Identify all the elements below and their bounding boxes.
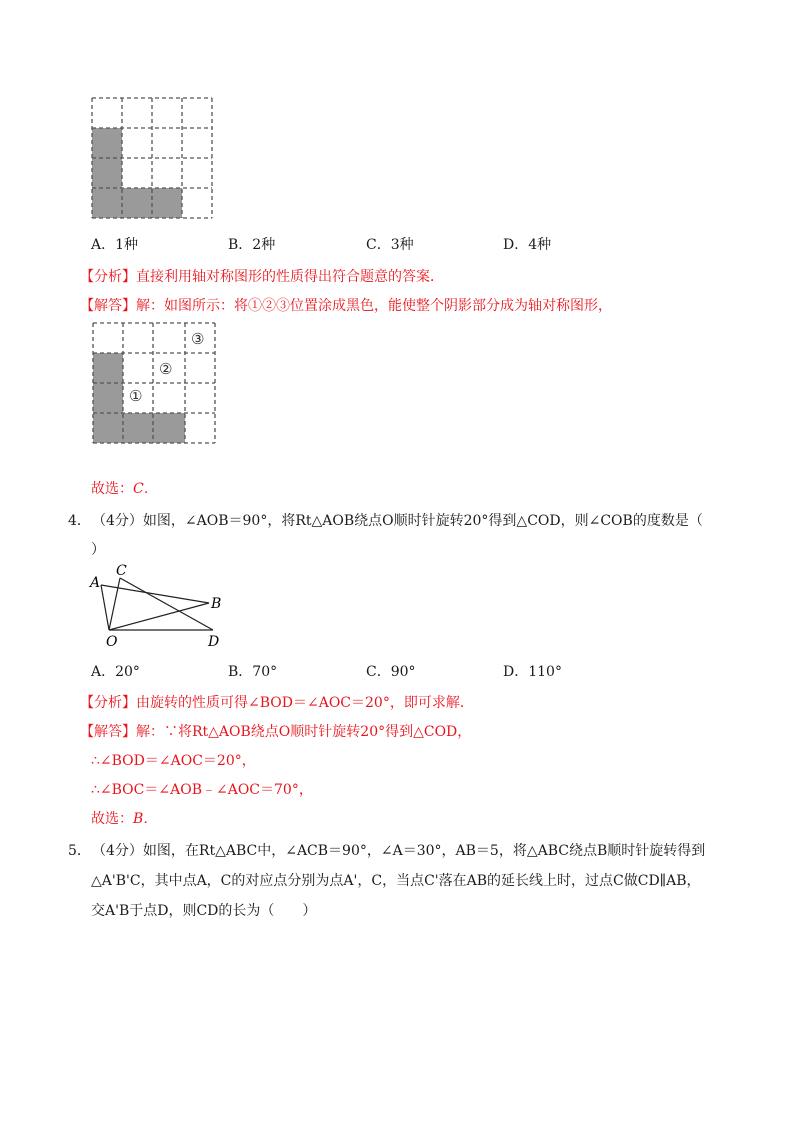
q4-solution [80, 721, 471, 741]
solution-text: 解：∵将Rt△AOB绕点O顺时针旋转20°得到△COD， [136, 724, 472, 740]
analysis-text: 直接利用轴对称图形的性质得出符合题意的答案． [136, 269, 444, 285]
q3-analysis [80, 266, 444, 286]
q4-option-a: A．20° [91, 664, 140, 680]
q3-option-d: D．4种 [503, 237, 552, 253]
analysis-text: 由旋转的性质可得∠BOD＝∠AOC＝20°，即可求解． [136, 695, 474, 711]
q4-number: 4． [68, 513, 91, 529]
q3-solution-grid [91, 321, 217, 447]
q4-step-2: ∴∠BOC＝∠AOB﹣∠AOC＝70°， [91, 782, 313, 798]
q4-option-d: D．110° [503, 664, 562, 680]
q4-stem-line2: ） [91, 542, 105, 558]
q4-analysis [80, 692, 474, 712]
q5-stem-line3: 交A'B于点D，则CD的长为（ ） [91, 903, 317, 919]
answer-prefix: 故选： [91, 481, 133, 497]
grid-mark-3: ③ [191, 330, 205, 348]
q4-option-b: B．70° [228, 664, 278, 680]
q3-option-b: B．2种 [228, 237, 276, 253]
label-a: A [90, 575, 101, 591]
answer-prefix: 故选： [91, 811, 133, 827]
answer-value: B． [133, 811, 158, 827]
solution-tag: 【解答】 [80, 724, 136, 740]
q4-option-c: C．90° [366, 664, 416, 680]
q4-answer [91, 808, 157, 828]
label-o: O [106, 634, 118, 650]
q5-stem-line1: （4分）如图，在Rt△ABC中，∠ACB＝90°，∠A＝30°，AB＝5，将△ABC绕点B顺时针旋转得到 [92, 843, 706, 859]
q3-figure-grid [91, 97, 215, 221]
analysis-tag: 【分析】 [80, 695, 136, 711]
grid-mark-2: ② [159, 360, 173, 378]
label-b: B [211, 596, 222, 612]
q5-number: 5． [68, 843, 91, 859]
answer-value: C． [133, 481, 158, 497]
label-d: D [208, 634, 220, 650]
q3-solution [80, 295, 612, 315]
q3-option-c: C．3种 [366, 237, 414, 253]
q4-step-1: ∴∠BOD＝∠AOC＝20°， [91, 753, 256, 769]
q4-stem-line1: （4分）如图，∠AOB＝90°，将Rt△AOB绕点O顺时针旋转20°得到△COD，则∠COB的度数是（ [92, 513, 703, 529]
solution-tag: 【解答】 [80, 298, 136, 314]
label-c: C [116, 563, 127, 579]
grid-mark-1: ① [129, 387, 143, 405]
q5-stem-line2: △A'B'C，其中点A，C的对应点分别为点A'，C，当点C'落在AB的延长线上时，过点C做CD∥AB， [91, 873, 701, 889]
q3-answer [91, 478, 158, 498]
analysis-tag: 【分析】 [80, 269, 136, 285]
solution-text: 解：如图所示：将①②③位置涂成黑色，能使整个阴影部分成为轴对称图形， [136, 298, 612, 314]
q3-option-a: A．1种 [91, 237, 139, 253]
q4-figure-rotation [86, 560, 236, 650]
